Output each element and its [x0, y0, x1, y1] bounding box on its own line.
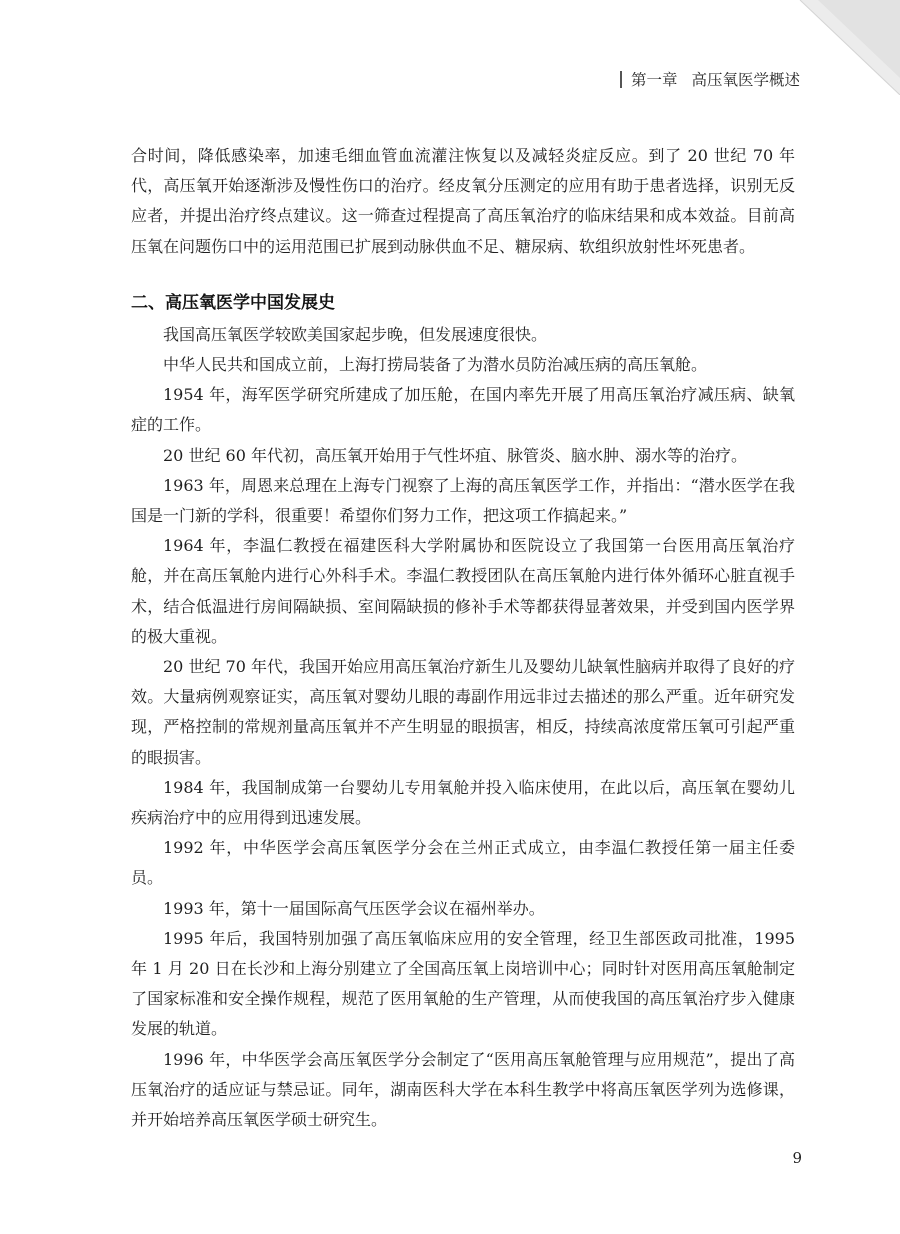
paragraph: 1996 年，中华医学会高压氧医学分会制定了“医用高压氧舱管理与应用规范”，提出了高压氧治疗的适应证与禁忌证。同年，湖南医科大学在本科生教学中将高压氧医学列为选修课，并开始培养高压氧医学硕士研究生。: [131, 1049, 795, 1130]
page-number: 9: [792, 1149, 802, 1167]
paragraph: 20 世纪 60 年代初，高压氧开始用于气性坏疽、脉管炎、脑水肿、溺水等的治疗。: [163, 445, 747, 465]
body-text: [131, 141, 795, 1135]
paragraph: 1993 年，第十一届国际高气压医学会议在福州举办。: [163, 898, 545, 918]
paragraph: 20 世纪 70 年代，我国开始应用高压氧治疗新生儿及婴幼儿缺氧性脑病并取得了良好的疗效。大量病例观察证实，高压氧对婴幼儿眼的毒副作用远非过去描述的那么严重。近年研究发现，严格控制的常规剂量高压氧并不产生明显的眼损害，相反，持续高浓度常压氧可引起严重的眼损害。: [131, 657, 795, 767]
header-divider: [620, 71, 622, 88]
paragraph: 我国高压氧医学较欧美国家起步晚，但发展速度很快。: [163, 324, 548, 344]
paragraph: 1995 年后，我国特别加强了高压氧临床应用的安全管理，经卫生部医政司批准，1995 年 1 月 20 日在长沙和上海分别建立了全国高压氧上岗培训中心；同时针对医用高压氧舱制定了国家标准和安全操作规程，规范了医用氧舱的生产管理，从而使我国的高压氧治疗步入健康发展的轨道。: [131, 928, 795, 1039]
header-title: 高压氧医学概述: [691, 71, 800, 89]
paragraph: 中华人民共和国成立前，上海打捞局装备了为潜水员防治减压病的高压氧舱。: [163, 355, 708, 375]
paragraph-continued: 合时间，降低感染率，加速毛细血管血流灌注恢复以及减轻炎症反应。到了 20 世纪 70 年代，高压氧开始逐渐涉及慢性伤口的治疗。经皮氧分压测定的应用有助于患者选择，识别无反应者，并提出治疗终点建议。这一筛查过程提高了高压氧治疗的临床结果和成本效益。目前高压氧在问题伤口中的运用范围已扩展到动脉供血不足、糖尿病、软组织放射性坏死患者。: [131, 146, 795, 256]
paragraph: 1954 年，海军医学研究所建成了加压舱，在国内率先开展了用高压氧治疗减压病、缺氧症的工作。: [131, 385, 795, 435]
header-chapter: 第一章: [630, 71, 678, 89]
paragraph: 1992 年，中华医学会高压氧医学分会在兰州正式成立，由李温仁教授任第一届主任委员。: [131, 838, 795, 888]
paragraph: 1963 年，周恩来总理在上海专门视察了上海的高压氧医学工作，并指出：“潜水医学在我国是一门新的学科，很重要！希望你们努力工作，把这项工作搞起来。”: [131, 475, 795, 526]
paragraph: 1984 年，我国制成第一台婴幼儿专用氧舱并投入临床使用，在此以后，高压氧在婴幼儿疾病治疗中的应用得到迅速发展。: [131, 777, 795, 828]
section-heading: 二、高压氧医学中国发展史: [131, 292, 335, 313]
paragraph: 1964 年，李温仁教授在福建医科大学附属协和医院设立了我国第一台医用高压氧治疗舱，并在高压氧舱内进行心外科手术。李温仁教授团队在高压氧舱内进行体外循环心脏直视手术，结合低温进行房间隔缺损、室间隔缺损的修补手术等都获得显著效果，并受到国内医学界的极大重视。: [131, 536, 795, 646]
running-header: [620, 66, 800, 92]
